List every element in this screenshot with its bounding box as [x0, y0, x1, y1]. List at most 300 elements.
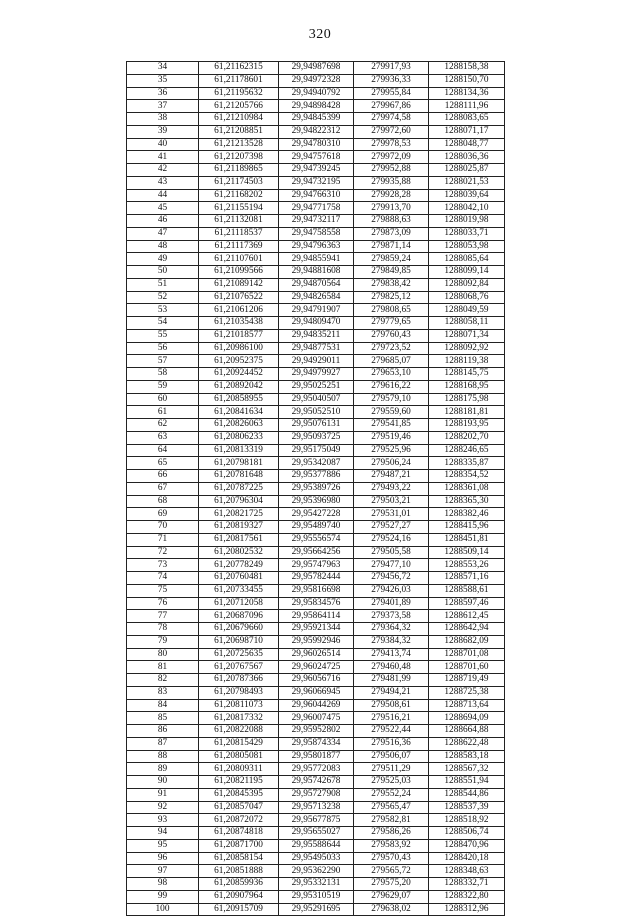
x-coordinate-cell: 279559,60: [354, 406, 429, 419]
table-row: [127, 202, 505, 215]
table-row: [127, 623, 505, 636]
longitude-cell: 29,96066945: [279, 686, 354, 699]
point-number-cell: 99: [127, 890, 199, 903]
longitude-cell: 29,94791907: [279, 304, 354, 317]
latitude-cell: 61,21132081: [199, 215, 279, 228]
x-coordinate-cell: 279460,48: [354, 661, 429, 674]
y-coordinate-cell: 1288509,14: [429, 546, 505, 559]
y-coordinate-cell: 1288058,11: [429, 317, 505, 330]
latitude-cell: 61,21208851: [199, 125, 279, 138]
y-coordinate-cell: 1288053,98: [429, 240, 505, 253]
point-number-cell: 89: [127, 763, 199, 776]
table-row: [127, 215, 505, 228]
table-row: [127, 380, 505, 393]
longitude-cell: 29,95727908: [279, 788, 354, 801]
y-coordinate-cell: 1288312,96: [429, 903, 505, 916]
point-number-cell: 84: [127, 699, 199, 712]
point-number-cell: 55: [127, 329, 199, 342]
longitude-cell: 29,96024725: [279, 661, 354, 674]
point-number-cell: 45: [127, 202, 199, 215]
y-coordinate-cell: 1288036,36: [429, 151, 505, 164]
latitude-cell: 61,21107601: [199, 253, 279, 266]
latitude-cell: 61,21174503: [199, 176, 279, 189]
y-coordinate-cell: 1288597,46: [429, 597, 505, 610]
longitude-cell: 29,96026514: [279, 648, 354, 661]
point-number-cell: 57: [127, 355, 199, 368]
latitude-cell: 61,20813319: [199, 444, 279, 457]
point-number-cell: 85: [127, 712, 199, 725]
latitude-cell: 61,20857047: [199, 801, 279, 814]
longitude-cell: 29,95782444: [279, 572, 354, 585]
table-row: [127, 74, 505, 87]
point-number-cell: 77: [127, 610, 199, 623]
y-coordinate-cell: 1288537,39: [429, 801, 505, 814]
longitude-cell: 29,95342087: [279, 457, 354, 470]
x-coordinate-cell: 279849,85: [354, 266, 429, 279]
table-row: [127, 240, 505, 253]
x-coordinate-cell: 279838,42: [354, 278, 429, 291]
latitude-cell: 61,20907964: [199, 890, 279, 903]
table-row: [127, 661, 505, 674]
y-coordinate-cell: 1288019,98: [429, 215, 505, 228]
longitude-cell: 29,94972328: [279, 74, 354, 87]
point-number-cell: 41: [127, 151, 199, 164]
point-number-cell: 91: [127, 788, 199, 801]
point-number-cell: 49: [127, 253, 199, 266]
point-number-cell: 69: [127, 508, 199, 521]
point-number-cell: 76: [127, 597, 199, 610]
x-coordinate-cell: 279972,09: [354, 151, 429, 164]
latitude-cell: 61,20802532: [199, 546, 279, 559]
latitude-cell: 61,20892042: [199, 380, 279, 393]
latitude-cell: 61,21162315: [199, 62, 279, 75]
x-coordinate-cell: 279808,65: [354, 304, 429, 317]
table-row: [127, 521, 505, 534]
longitude-cell: 29,95175049: [279, 444, 354, 457]
point-number-cell: 88: [127, 750, 199, 763]
x-coordinate-cell: 279917,93: [354, 62, 429, 75]
latitude-cell: 61,20733455: [199, 584, 279, 597]
latitude-cell: 61,21210984: [199, 113, 279, 126]
longitude-cell: 29,94940792: [279, 87, 354, 100]
table-row: [127, 317, 505, 330]
y-coordinate-cell: 1288551,94: [429, 776, 505, 789]
longitude-cell: 29,94898428: [279, 100, 354, 113]
latitude-cell: 61,20798181: [199, 457, 279, 470]
table-row: [127, 827, 505, 840]
y-coordinate-cell: 1288049,59: [429, 304, 505, 317]
y-coordinate-cell: 1288365,30: [429, 495, 505, 508]
y-coordinate-cell: 1288382,46: [429, 508, 505, 521]
longitude-cell: 29,94845399: [279, 113, 354, 126]
point-number-cell: 80: [127, 648, 199, 661]
latitude-cell: 61,20679660: [199, 623, 279, 636]
y-coordinate-cell: 1288145,75: [429, 368, 505, 381]
y-coordinate-cell: 1288682,09: [429, 635, 505, 648]
x-coordinate-cell: 279401,89: [354, 597, 429, 610]
y-coordinate-cell: 1288119,38: [429, 355, 505, 368]
table-row: [127, 227, 505, 240]
table-row: [127, 355, 505, 368]
point-number-cell: 34: [127, 62, 199, 75]
longitude-cell: 29,95362290: [279, 865, 354, 878]
table-row: [127, 431, 505, 444]
point-number-cell: 100: [127, 903, 199, 916]
longitude-cell: 29,94987698: [279, 62, 354, 75]
longitude-cell: 29,95332131: [279, 878, 354, 891]
table-row: [127, 648, 505, 661]
longitude-cell: 29,94809470: [279, 317, 354, 330]
y-coordinate-cell: 1288099,14: [429, 266, 505, 279]
x-coordinate-cell: 279974,58: [354, 113, 429, 126]
point-number-cell: 93: [127, 814, 199, 827]
longitude-cell: 29,94766310: [279, 189, 354, 202]
y-coordinate-cell: 1288420,18: [429, 852, 505, 865]
x-coordinate-cell: 279582,81: [354, 814, 429, 827]
x-coordinate-cell: 279575,20: [354, 878, 429, 891]
table-row: [127, 100, 505, 113]
latitude-cell: 61,20796304: [199, 495, 279, 508]
table-row: [127, 508, 505, 521]
latitude-cell: 61,20809311: [199, 763, 279, 776]
y-coordinate-cell: 1288612,45: [429, 610, 505, 623]
point-number-cell: 94: [127, 827, 199, 840]
y-coordinate-cell: 1288111,96: [429, 100, 505, 113]
y-coordinate-cell: 1288071,17: [429, 125, 505, 138]
latitude-cell: 61,20725635: [199, 648, 279, 661]
longitude-cell: 29,95992946: [279, 635, 354, 648]
longitude-cell: 29,95677875: [279, 814, 354, 827]
table-row: [127, 890, 505, 903]
point-number-cell: 78: [127, 623, 199, 636]
y-coordinate-cell: 1288039,64: [429, 189, 505, 202]
x-coordinate-cell: 279552,24: [354, 788, 429, 801]
latitude-cell: 61,20821725: [199, 508, 279, 521]
latitude-cell: 61,20915709: [199, 903, 279, 916]
latitude-cell: 61,20851888: [199, 865, 279, 878]
table-row: [127, 189, 505, 202]
y-coordinate-cell: 1288470,96: [429, 839, 505, 852]
latitude-cell: 61,21168202: [199, 189, 279, 202]
y-coordinate-cell: 1288544,86: [429, 788, 505, 801]
y-coordinate-cell: 1288583,18: [429, 750, 505, 763]
x-coordinate-cell: 279516,36: [354, 737, 429, 750]
x-coordinate-cell: 279685,07: [354, 355, 429, 368]
longitude-cell: 29,94855941: [279, 253, 354, 266]
point-number-cell: 36: [127, 87, 199, 100]
point-number-cell: 51: [127, 278, 199, 291]
x-coordinate-cell: 279913,70: [354, 202, 429, 215]
x-coordinate-cell: 279505,58: [354, 546, 429, 559]
latitude-cell: 61,20787225: [199, 482, 279, 495]
latitude-cell: 61,20781648: [199, 470, 279, 483]
point-number-cell: 60: [127, 393, 199, 406]
table-row: [127, 584, 505, 597]
table-row: [127, 482, 505, 495]
point-number-cell: 97: [127, 865, 199, 878]
longitude-cell: 29,94796363: [279, 240, 354, 253]
x-coordinate-cell: 279629,07: [354, 890, 429, 903]
point-number-cell: 68: [127, 495, 199, 508]
coordinates-table-body: [127, 62, 505, 916]
longitude-cell: 29,94780310: [279, 138, 354, 151]
point-number-cell: 42: [127, 164, 199, 177]
table-row: [127, 164, 505, 177]
longitude-cell: 29,96007475: [279, 712, 354, 725]
longitude-cell: 29,94826584: [279, 291, 354, 304]
longitude-cell: 29,95556574: [279, 533, 354, 546]
y-coordinate-cell: 1288025,87: [429, 164, 505, 177]
x-coordinate-cell: 279525,03: [354, 776, 429, 789]
table-row: [127, 750, 505, 763]
x-coordinate-cell: 279506,24: [354, 457, 429, 470]
point-number-cell: 43: [127, 176, 199, 189]
longitude-cell: 29,95389726: [279, 482, 354, 495]
longitude-cell: 29,94822312: [279, 125, 354, 138]
longitude-cell: 29,94870564: [279, 278, 354, 291]
point-number-cell: 90: [127, 776, 199, 789]
latitude-cell: 61,20872072: [199, 814, 279, 827]
longitude-cell: 29,95377886: [279, 470, 354, 483]
table-row: [127, 572, 505, 585]
x-coordinate-cell: 279779,65: [354, 317, 429, 330]
table-row: [127, 878, 505, 891]
x-coordinate-cell: 279570,43: [354, 852, 429, 865]
x-coordinate-cell: 279508,61: [354, 699, 429, 712]
point-number-cell: 53: [127, 304, 199, 317]
latitude-cell: 61,20819327: [199, 521, 279, 534]
table-row: [127, 368, 505, 381]
y-coordinate-cell: 1288701,60: [429, 661, 505, 674]
latitude-cell: 61,20822088: [199, 725, 279, 738]
latitude-cell: 61,21035438: [199, 317, 279, 330]
longitude-cell: 29,95427228: [279, 508, 354, 521]
y-coordinate-cell: 1288134,36: [429, 87, 505, 100]
table-row: [127, 839, 505, 852]
latitude-cell: 61,20841634: [199, 406, 279, 419]
x-coordinate-cell: 279531,01: [354, 508, 429, 521]
table-row: [127, 291, 505, 304]
x-coordinate-cell: 279583,92: [354, 839, 429, 852]
x-coordinate-cell: 279825,12: [354, 291, 429, 304]
x-coordinate-cell: 279503,21: [354, 495, 429, 508]
x-coordinate-cell: 279493,22: [354, 482, 429, 495]
x-coordinate-cell: 279477,10: [354, 559, 429, 572]
point-number-cell: 71: [127, 533, 199, 546]
y-coordinate-cell: 1288085,64: [429, 253, 505, 266]
longitude-cell: 29,94877531: [279, 342, 354, 355]
table-row: [127, 610, 505, 623]
point-number-cell: 79: [127, 635, 199, 648]
x-coordinate-cell: 279364,32: [354, 623, 429, 636]
x-coordinate-cell: 279413,74: [354, 648, 429, 661]
longitude-cell: 29,95816698: [279, 584, 354, 597]
y-coordinate-cell: 1288451,81: [429, 533, 505, 546]
y-coordinate-cell: 1288642,94: [429, 623, 505, 636]
point-number-cell: 39: [127, 125, 199, 138]
x-coordinate-cell: 279972,60: [354, 125, 429, 138]
table-row: [127, 635, 505, 648]
latitude-cell: 61,21213528: [199, 138, 279, 151]
table-row: [127, 113, 505, 126]
x-coordinate-cell: 279426,03: [354, 584, 429, 597]
point-number-cell: 95: [127, 839, 199, 852]
longitude-cell: 29,95489740: [279, 521, 354, 534]
latitude-cell: 61,21099566: [199, 266, 279, 279]
table-row: [127, 138, 505, 151]
y-coordinate-cell: 1288506,74: [429, 827, 505, 840]
y-coordinate-cell: 1288181,81: [429, 406, 505, 419]
y-coordinate-cell: 1288092,84: [429, 278, 505, 291]
table-row: [127, 176, 505, 189]
x-coordinate-cell: 279859,24: [354, 253, 429, 266]
point-number-cell: 54: [127, 317, 199, 330]
longitude-cell: 29,95747963: [279, 559, 354, 572]
point-number-cell: 66: [127, 470, 199, 483]
longitude-cell: 29,94881608: [279, 266, 354, 279]
table-row: [127, 814, 505, 827]
latitude-cell: 61,20821195: [199, 776, 279, 789]
y-coordinate-cell: 1288193,95: [429, 419, 505, 432]
latitude-cell: 61,20924452: [199, 368, 279, 381]
point-number-cell: 72: [127, 546, 199, 559]
y-coordinate-cell: 1288361,08: [429, 482, 505, 495]
x-coordinate-cell: 279565,47: [354, 801, 429, 814]
table-row: [127, 699, 505, 712]
table-row: [127, 559, 505, 572]
y-coordinate-cell: 1288354,52: [429, 470, 505, 483]
table-row: [127, 125, 505, 138]
point-number-cell: 59: [127, 380, 199, 393]
latitude-cell: 61,21089142: [199, 278, 279, 291]
table-row: [127, 87, 505, 100]
table-row: [127, 495, 505, 508]
point-number-cell: 46: [127, 215, 199, 228]
x-coordinate-cell: 279967,86: [354, 100, 429, 113]
point-number-cell: 47: [127, 227, 199, 240]
longitude-cell: 29,94757618: [279, 151, 354, 164]
table-row: [127, 457, 505, 470]
longitude-cell: 29,96044269: [279, 699, 354, 712]
longitude-cell: 29,94929011: [279, 355, 354, 368]
longitude-cell: 29,95921344: [279, 623, 354, 636]
longitude-cell: 29,95801877: [279, 750, 354, 763]
x-coordinate-cell: 279525,96: [354, 444, 429, 457]
latitude-cell: 61,20871700: [199, 839, 279, 852]
longitude-cell: 29,95772083: [279, 763, 354, 776]
x-coordinate-cell: 279936,33: [354, 74, 429, 87]
table-row: [127, 62, 505, 75]
longitude-cell: 29,95495033: [279, 852, 354, 865]
latitude-cell: 61,20811073: [199, 699, 279, 712]
x-coordinate-cell: 279506,07: [354, 750, 429, 763]
point-number-cell: 48: [127, 240, 199, 253]
point-number-cell: 86: [127, 725, 199, 738]
x-coordinate-cell: 279511,29: [354, 763, 429, 776]
longitude-cell: 29,94979927: [279, 368, 354, 381]
point-number-cell: 62: [127, 419, 199, 432]
x-coordinate-cell: 279516,21: [354, 712, 429, 725]
latitude-cell: 61,21195632: [199, 87, 279, 100]
x-coordinate-cell: 279871,14: [354, 240, 429, 253]
x-coordinate-cell: 279638,02: [354, 903, 429, 916]
table-row: [127, 674, 505, 687]
y-coordinate-cell: 1288083,65: [429, 113, 505, 126]
longitude-cell: 29,95396980: [279, 495, 354, 508]
longitude-cell: 29,95655027: [279, 827, 354, 840]
latitude-cell: 61,20806233: [199, 431, 279, 444]
y-coordinate-cell: 1288246,65: [429, 444, 505, 457]
y-coordinate-cell: 1288553,26: [429, 559, 505, 572]
point-number-cell: 52: [127, 291, 199, 304]
latitude-cell: 61,20760481: [199, 572, 279, 585]
latitude-cell: 61,20817332: [199, 712, 279, 725]
point-number-cell: 44: [127, 189, 199, 202]
table-row: [127, 329, 505, 342]
table-row: [127, 304, 505, 317]
longitude-cell: 29,95040507: [279, 393, 354, 406]
point-number-cell: 37: [127, 100, 199, 113]
table-row: [127, 788, 505, 801]
point-number-cell: 74: [127, 572, 199, 585]
y-coordinate-cell: 1288719,49: [429, 674, 505, 687]
y-coordinate-cell: 1288021,53: [429, 176, 505, 189]
longitude-cell: 29,94758558: [279, 227, 354, 240]
longitude-cell: 29,95952802: [279, 725, 354, 738]
latitude-cell: 61,21155194: [199, 202, 279, 215]
table-row: [127, 763, 505, 776]
x-coordinate-cell: 279524,16: [354, 533, 429, 546]
y-coordinate-cell: 1288335,87: [429, 457, 505, 470]
y-coordinate-cell: 1288725,38: [429, 686, 505, 699]
table-row: [127, 151, 505, 164]
point-number-cell: 98: [127, 878, 199, 891]
latitude-cell: 61,20815429: [199, 737, 279, 750]
y-coordinate-cell: 1288332,71: [429, 878, 505, 891]
x-coordinate-cell: 279873,09: [354, 227, 429, 240]
longitude-cell: 29,95291695: [279, 903, 354, 916]
table-row: [127, 725, 505, 738]
x-coordinate-cell: 279565,72: [354, 865, 429, 878]
latitude-cell: 61,20698710: [199, 635, 279, 648]
latitude-cell: 61,21018577: [199, 329, 279, 342]
table-row: [127, 266, 505, 279]
latitude-cell: 61,21076522: [199, 291, 279, 304]
y-coordinate-cell: 1288713,64: [429, 699, 505, 712]
latitude-cell: 61,20858154: [199, 852, 279, 865]
x-coordinate-cell: 279616,22: [354, 380, 429, 393]
longitude-cell: 29,96056716: [279, 674, 354, 687]
latitude-cell: 61,20826063: [199, 419, 279, 432]
x-coordinate-cell: 279928,28: [354, 189, 429, 202]
y-coordinate-cell: 1288071,34: [429, 329, 505, 342]
table-row: [127, 278, 505, 291]
point-number-cell: 96: [127, 852, 199, 865]
point-number-cell: 56: [127, 342, 199, 355]
point-number-cell: 58: [127, 368, 199, 381]
point-number-cell: 38: [127, 113, 199, 126]
table-row: [127, 393, 505, 406]
latitude-cell: 61,20952375: [199, 355, 279, 368]
table-row: [127, 533, 505, 546]
table-row: [127, 342, 505, 355]
latitude-cell: 61,20687096: [199, 610, 279, 623]
latitude-cell: 61,21117369: [199, 240, 279, 253]
latitude-cell: 61,21189865: [199, 164, 279, 177]
table-row: [127, 597, 505, 610]
x-coordinate-cell: 279653,10: [354, 368, 429, 381]
point-number-cell: 70: [127, 521, 199, 534]
